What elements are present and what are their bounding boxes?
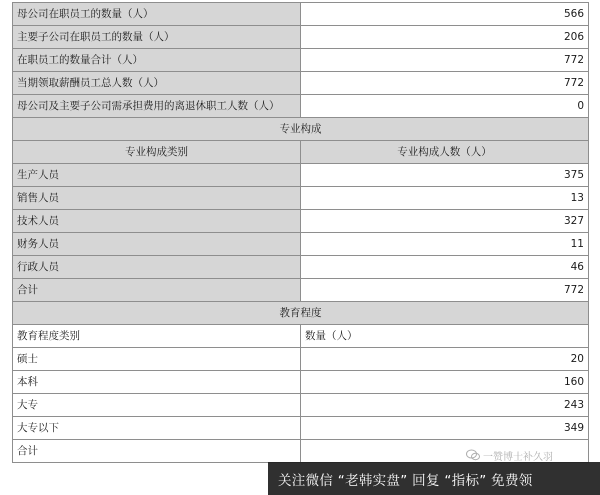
row-label: 在职员工的数量合计（人） [13,49,301,72]
employee-table [12,2,589,463]
column-header-count: 专业构成人数（人） [301,141,589,164]
table-row [13,417,589,440]
table-row [13,256,589,279]
table-row [13,371,589,394]
table-row [13,394,589,417]
row-value: 772 [301,72,589,95]
row-value: 243 [301,394,589,417]
promo-banner [268,462,600,495]
row-value: 375 [301,164,589,187]
row-label: 硕士 [13,348,301,371]
table-row [13,279,589,302]
table-row [13,348,589,371]
column-header-category: 教育程度类别 [13,325,301,348]
table-row [13,26,589,49]
row-label: 财务人员 [13,233,301,256]
row-label: 销售人员 [13,187,301,210]
column-header-count: 数量（人） [301,325,589,348]
section-title-profession: 专业构成 [13,118,589,141]
row-label: 主要子公司在职员工的数量（人） [13,26,301,49]
row-label: 当期领取薪酬员工总人数（人） [13,72,301,95]
watermark [466,447,553,463]
row-value: 772 [301,49,589,72]
row-value: 20 [301,348,589,371]
row-value: 11 [301,233,589,256]
section-row [13,302,589,325]
row-label: 本科 [13,371,301,394]
table-row [13,49,589,72]
watermark-text: 一赞博士补久羽 [483,451,553,463]
promo-banner-text: 关注微信 “老韩实盘” 回复 “指标” 免费领 [278,472,533,489]
row-value: 160 [301,371,589,394]
row-value: 46 [301,256,589,279]
row-value: 566 [301,3,589,26]
row-label: 母公司及主要子公司需承担费用的离退休职工人数（人） [13,95,301,118]
row-label: 大专 [13,394,301,417]
table-row [13,72,589,95]
row-label: 大专以下 [13,417,301,440]
section-title-education: 教育程度 [13,302,589,325]
row-value: 349 [301,417,589,440]
table-row [13,210,589,233]
header-row [13,141,589,164]
table-row [13,233,589,256]
row-label: 行政人员 [13,256,301,279]
wechat-icon [466,449,480,461]
row-label: 生产人员 [13,164,301,187]
row-label: 合计 [13,279,301,302]
table-row [13,187,589,210]
table-row [13,164,589,187]
row-value: 772 [301,279,589,302]
column-header-category: 专业构成类别 [13,141,301,164]
row-value: 327 [301,210,589,233]
row-label: 合计 [13,440,301,463]
row-label: 技术人员 [13,210,301,233]
table-row [13,3,589,26]
section-row [13,118,589,141]
row-label: 母公司在职员工的数量（人） [13,3,301,26]
header-row [13,325,589,348]
row-value: 13 [301,187,589,210]
row-value: 0 [301,95,589,118]
table-row [13,95,589,118]
row-value: 206 [301,26,589,49]
